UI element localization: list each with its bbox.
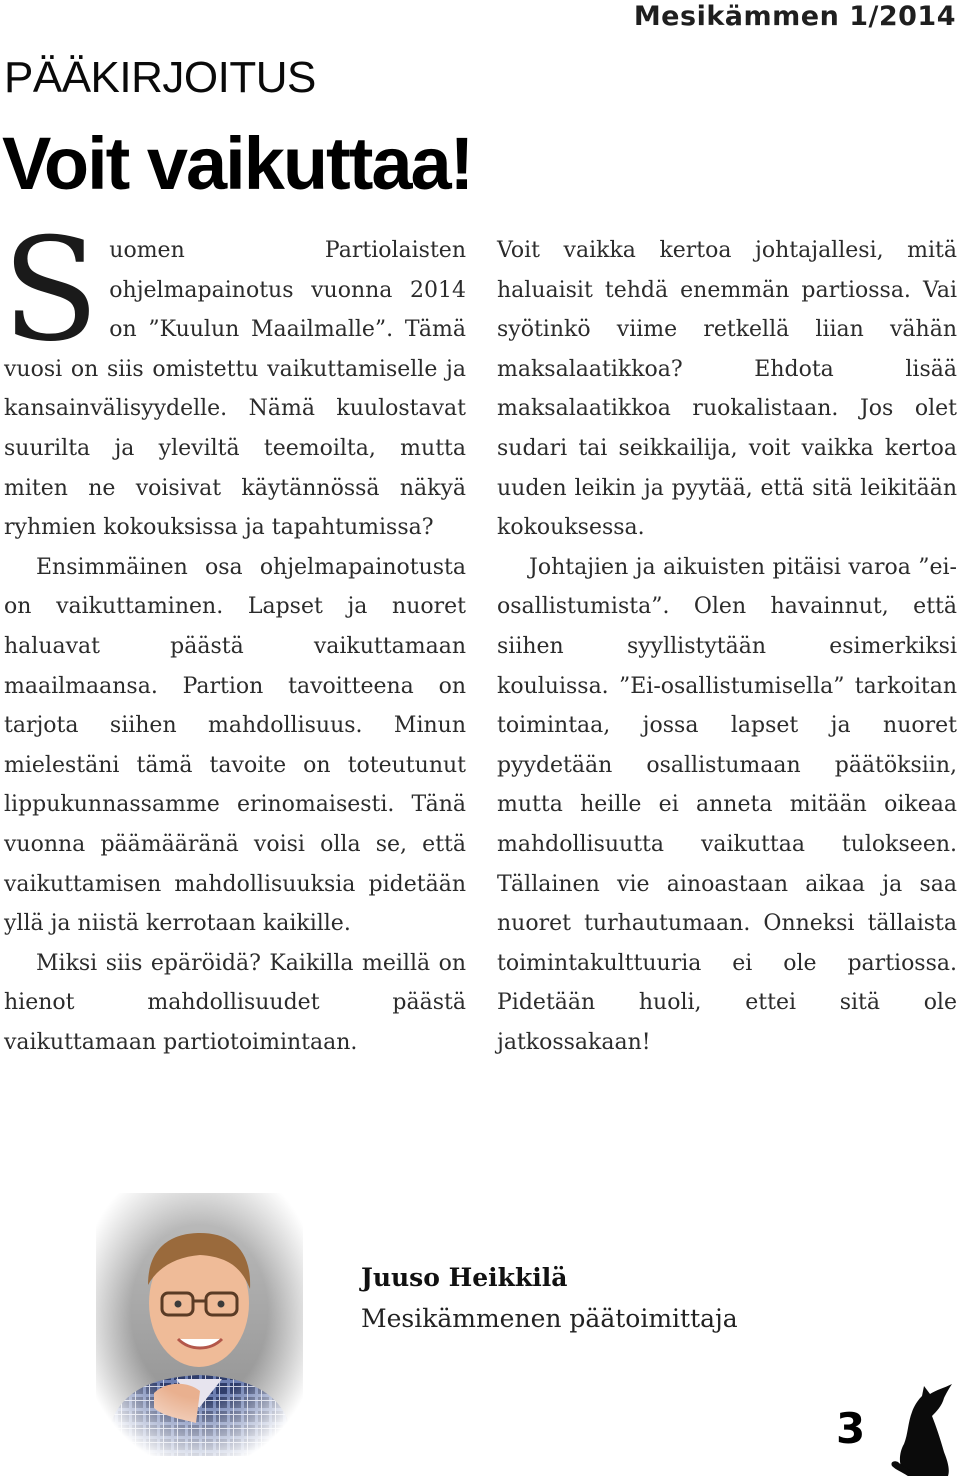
author-role: Mesikämmenen päätoimittaja [361, 1304, 738, 1333]
article-paragraph: Voit vaikka kertoa johtajallesi, mitä haluaisit tehdä enemmän partiossa. Vai syötinkö viime retkellä liian vähän maksalaatikkoa? Ehdota lisää maksalaatikkoa ruokalistaan. Jos olet sudari tai seikkailija, voit vaikka kertoa uuden leikin ja pyytää, että sitä leikitään kokouksessa. [497, 238, 957, 541]
page-number: 3 [836, 1404, 866, 1453]
article-paragraph: Johtajien ja aikuisten pitäisi varoa ”ei-osallistumista”. Olen havainnut, että siihen syyllistytään esimerkiksi kouluissa. ”Ei-osallistumisella” tarkoitan toimintaa, jossa lapset ja nuoret pyydetään osallistumaan päätöksiin, mutta heille ei anneta mitään oikeaa mahdollisuutta vaikuttaa tulokseen. Tällainen vie ainoastaan aikaa ja saa nuoret turhautumaan. Onneksi tällaista toimintakulttuuria ei ole partiossa. Pidetään huoli, ettei sitä ole jatkossakaan! [497, 554, 957, 1055]
paragraph-text: uomen Partiolaisten ohjelmapainotus vuonna 2014 on ”Kuulun Maailmalle”. Tämä vuosi on siis omistettu vaikuttamiselle ja kansainvälisyydelle. Nämä kuulostavat suurilta ja yleviltä teemoilta, mutta miten ne voisivat käytännössä näkyä ryhmien kokouksissa ja tapahtumissa? [4, 238, 466, 541]
author-name: Juuso Heikkilä [361, 1263, 568, 1292]
article-column-left [2, 208, 466, 1062]
article-headline: Voit vaikuttaa! [2, 122, 473, 205]
article-paragraph: Ensimmäinen osa ohjelmapainotusta on vaikuttaminen. Lapset ja nuoret haluavat päästä vaikuttamaan maailmaansa. Partion tavoitteena on tarjota siihen mahdollisuus. Minun mielestäni tämä tavoite on toteutunut lippukunnassamme erinomaisesti. Tänä vuonna päämääränä voisi olla se, että vaikuttamisen mahdollisuuksia pidetään yllä ja niistä kerrotaan kaikille. [4, 554, 466, 937]
article-paragraph [2, 208, 466, 548]
section-heading: PÄÄKIRJOITUS [4, 53, 316, 102]
article-paragraph: Miksi siis epäröidä? Kaikilla meillä on hienot mahdollisuudet päästä vaikuttamaan partiotoimintaan. [4, 950, 466, 1055]
article-column-right [497, 231, 957, 1062]
author-portrait-photo [96, 1193, 303, 1456]
drop-cap: S [2, 208, 100, 373]
howling-wolf-icon [852, 1382, 958, 1476]
issue-title: Mesikämmen 1/2014 [633, 1, 956, 32]
